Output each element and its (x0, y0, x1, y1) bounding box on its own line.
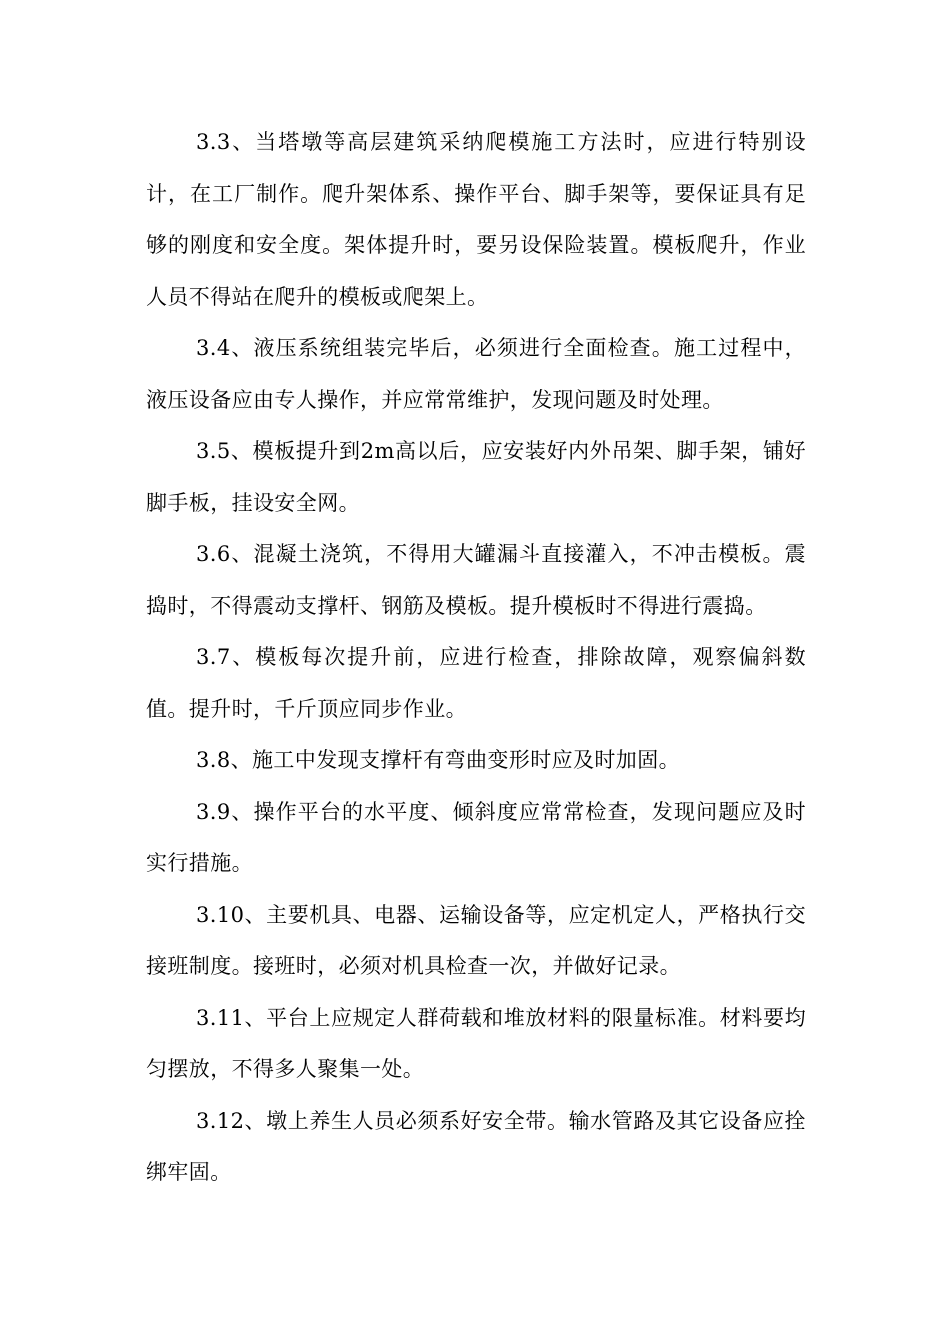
paragraph-3-4: 3.4、液压系统组装完毕后，必须进行全面检查。施工过程中，液压设备应由专人操作，并应常常维护，发现问题及时处理。 (146, 336, 806, 412)
paragraph-3-7: 3.7、模板每次提升前，应进行检查，排除故障，观察偏斜数值。提升时，千斤顶应同步作业。 (146, 645, 806, 721)
paragraph-3-9: 3.9、操作平台的水平度、倾斜度应常常检查，发现问题应及时实行措施。 (146, 799, 806, 875)
paragraph-3-8: 3.8、施工中发现支撑杆有弯曲变形时应及时加固。 (196, 748, 680, 772)
paragraph-3-10: 3.10、主要机具、电器、运输设备等，应定机定人，严格执行交接班制度。接班时，必须对机具检查一次，并做好记录。 (146, 902, 806, 978)
paragraph-3-5: 3.5、模板提升到2m高以后，应安装好内外吊架、脚手架，铺好脚手板，挂设安全网。 (146, 439, 806, 515)
document-body (146, 117, 806, 1199)
paragraph-3-6: 3.6、混凝土浇筑，不得用大罐漏斗直接灌入，不冲击模板。震捣时，不得震动支撑杆、钢筋及模板。提升模板时不得进行震捣。 (146, 542, 806, 618)
paragraph-3-11: 3.11、平台上应规定人群荷载和堆放材料的限量标准。材料要均匀摆放，不得多人聚集一处。 (146, 1005, 806, 1081)
paragraph-3-3: 3.3、当塔墩等高层建筑采纳爬模施工方法时，应进行特别设计，在工厂制作。爬升架体系、操作平台、脚手架等，要保证具有足够的刚度和安全度。架体提升时，要另设保险装置。模板爬升，作业人员不得站在爬升的模板或爬架上。 (146, 130, 806, 309)
paragraph-3-12: 3.12、墩上养生人员必须系好安全带。输水管路及其它设备应拴绑牢固。 (146, 1108, 806, 1184)
